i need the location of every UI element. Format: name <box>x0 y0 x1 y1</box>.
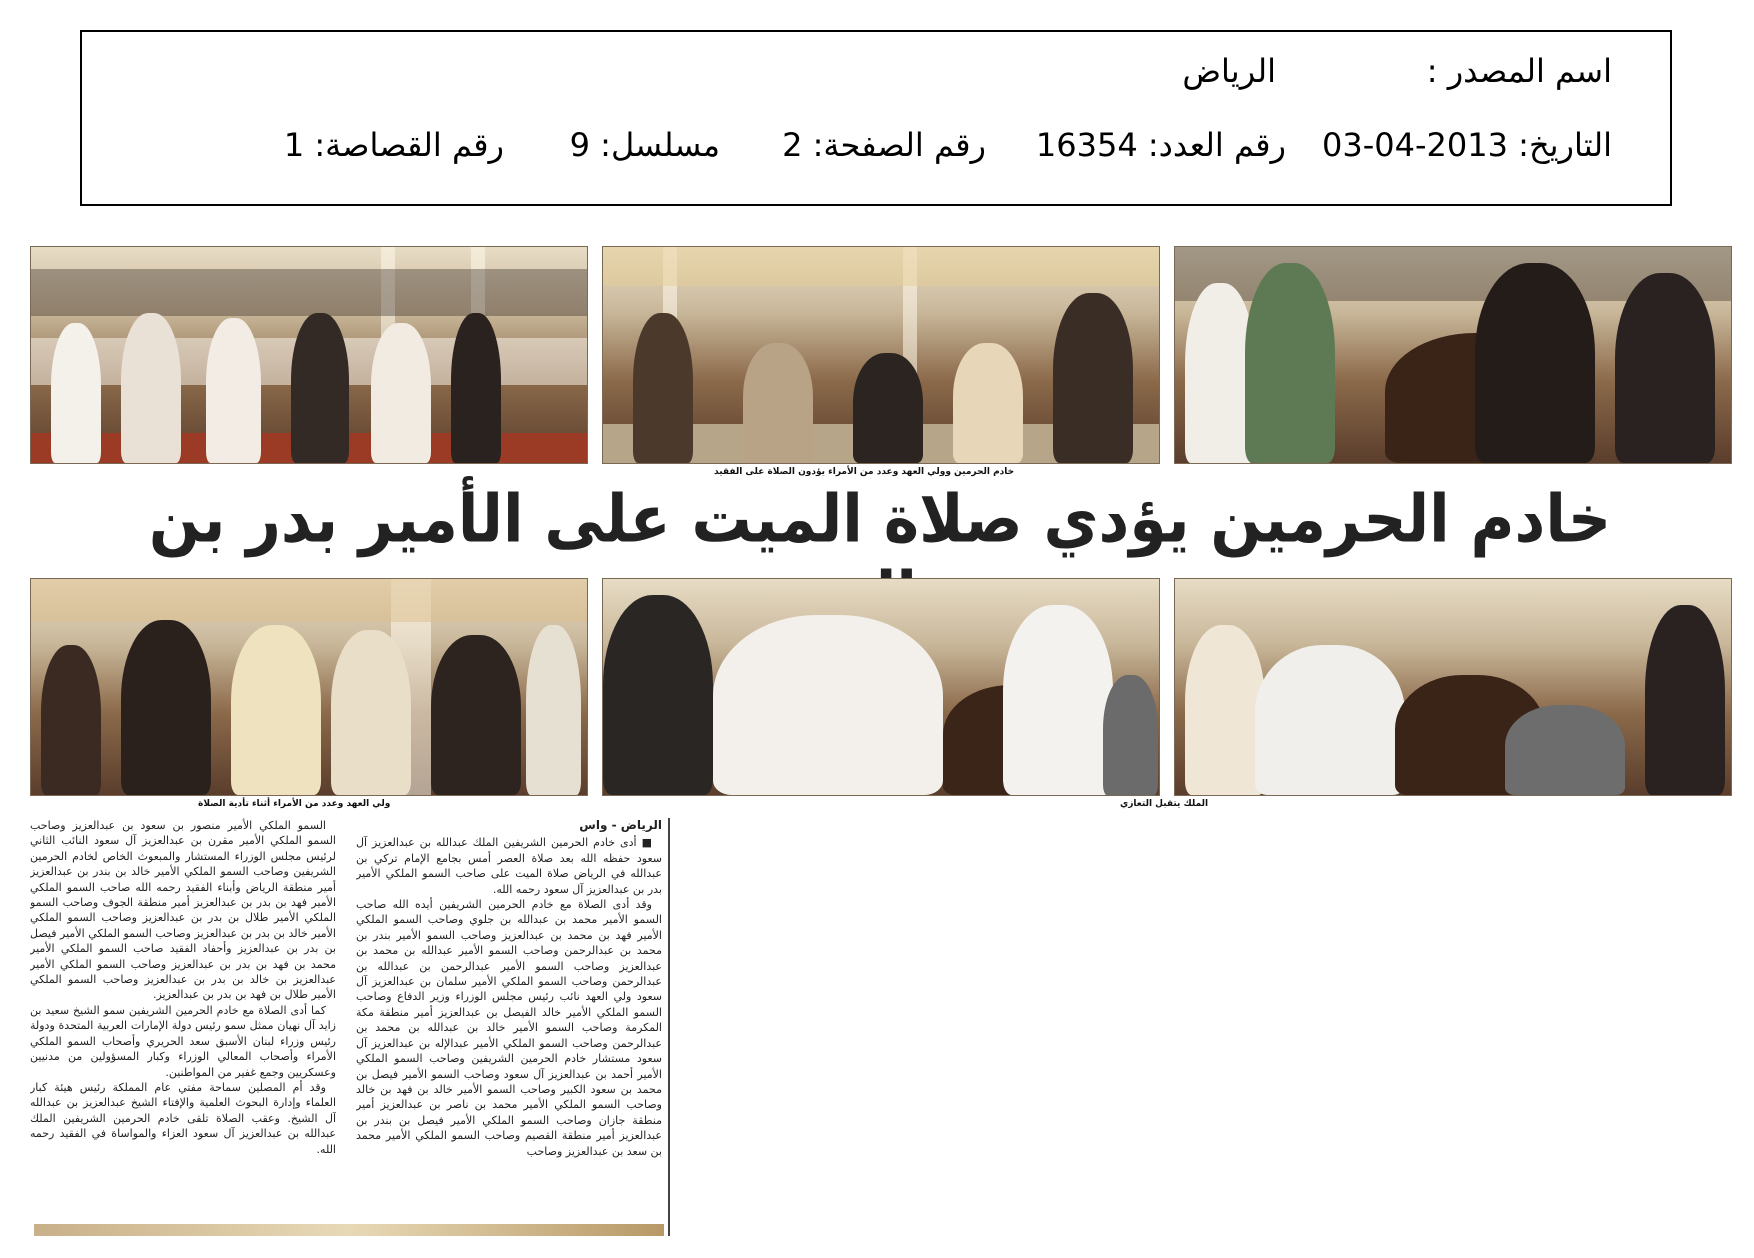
next-photo-edge <box>34 1224 664 1236</box>
photo-bottom-center-condolences <box>602 578 1160 796</box>
source-value: الرياض <box>1182 52 1276 90</box>
article-dateline: الرياض - واس <box>579 818 662 832</box>
page-number-field: رقم الصفحة: 2 <box>782 126 986 164</box>
photo-top-left-prayer <box>30 246 588 464</box>
clipping-number-field: رقم القصاصة: 1 <box>283 126 504 164</box>
caption-bottom-center-photo: الملك يتقبل التعازي <box>1120 799 1209 809</box>
article-paragraph: كما أدى الصلاة مع خادم الحرمين الشريفين سمو الشيخ سعيد بن زايد آل نهيان ممثل سمو رئيس دولة الإمارات العربية المتحدة ودولة رئيس وزراء لبنان الأسبق سعد الحريري وأصحاب السمو الملكي الأمراء وأصحاب المعالي الوزراء وكبار المسؤولين من مدنيين وعسكريين وجمع غفير من المواطنين. <box>30 1003 336 1079</box>
article-paragraph: وقد أم المصلين سماحة مفتي عام المملكة رئيس هيئة كبار العلماء وإدارة البحوث العلمية والإفتاء الشيخ عبدالعزيز بن عبدالله آل الشيخ. وعقب الصلاة تلقى خادم الحرمين الشريفين الملك عبدالله بن عبدالعزيز آل سعود العزاء والمواساة في الفقيد رحمه الله. <box>30 1080 336 1156</box>
article-column-left <box>30 818 336 1222</box>
date-field: التاريخ: 2013-04-03 <box>1322 126 1612 164</box>
caption-bottom-left-photo: ولي العهد وعدد من الأمراء أثناء تأدية الصلاة <box>198 799 391 809</box>
issue-number-field: رقم العدد: 16354 <box>1035 126 1286 164</box>
photo-bottom-right-king-greeting <box>1174 578 1732 796</box>
source-label: اسم المصدر : <box>1426 52 1612 90</box>
serial-field: مسلسل: 9 <box>569 126 720 164</box>
article-column-right <box>356 818 662 1222</box>
article-paragraph: ■ أدى خادم الحرمين الشريفين الملك عبدالله بن عبدالعزيز آل سعود حفظه الله بعد صلاة العصر أمس بجامع الإمام تركي بن عبدالله في الرياض صلاة الميت على صاحب السمو الملكي الأمير بدر بن عبدالعزيز آل سعود رحمه الله. <box>356 836 662 896</box>
caption-top-photos: خادم الحرمين وولي العهد وعدد من الأمراء يؤدون الصلاة على الفقيد <box>714 467 1015 477</box>
photo-top-right-king <box>1174 246 1732 464</box>
article-headline: خادم الحرمين يؤدي صلاة الميت على الأمير بدر بن <box>148 481 1612 558</box>
photo-bottom-left-crown-prince <box>30 578 588 796</box>
photo-top-center-prayer <box>602 246 1160 464</box>
article-body <box>30 818 670 1236</box>
article-paragraph: السمو الملكي الأمير منصور بن سعود بن عبدالعزيز وصاحب السمو الملكي الأمير مقرن بن عبدالعزيز آل سعود النائب الثاني لرئيس مجلس الوزراء المستشار والمبعوث الخاص لخادم الحرمين الشريفين وصاحب السمو الملكي الأمير خالد بن بندر بن عبدالعزيز أمير منطقة الرياض وأبناء الفقيد رحمه الله صاحب السمو الملكي الأمير فهد بن بدر بن عبدالعزيز أمير منطقة الجوف وصاحب السمو الملكي الأمير طلال بن بدر بن عبدالعزيز وصاحب السمو الملكي الأمير خالد بن بدر بن عبدالعزيز وصاحب السمو الملكي الأمير فيصل بن بدر بن عبدالعزيز وأحفاد الفقيد صاحب السمو الملكي الأمير محمد بن فهد بن بدر بن عبدالعزيز وصاحب السمو الملكي الأمير عبدالعزيز بن خالد بن بدر بن عبدالعزيز وصاحب السمو الملكي الأمير طلال بن فهد بن بدر بن عبدالعزيز. <box>30 819 336 1002</box>
article-paragraph: وقد أدى الصلاة مع خادم الحرمين الشريفين أيده الله صاحب السمو الأمير محمد بن عبدالله بن جلوي وصاحب السمو الملكي الأمير فهد بن محمد بن عبدالعزيز وصاحب السمو الأمير بندر بن محمد بن عبدالرحمن وصاحب السمو الأمير عبدالله بن محمد بن عبدالعزيز وصاحب السمو الأمير عبدالرحمن بن عبدالله بن عبدالرحمن وصاحب السمو الملكي الأمير سلمان بن عبدالعزيز آل سعود ولي العهد نائب رئيس مجلس الوزراء وزير الدفاع وصاحب السمو الملكي الأمير خالد الفيصل بن عبدالعزيز أمير منطقة مكة المكرمة وصاحب السمو الأمير خالد بن عبدالله بن محمد بن عبدالرحمن وصاحب السمو الملكي الأمير عبدالإله بن عبدالعزيز آل سعود مستشار خادم الحرمين الشريفين وصاحب السمو الملكي الأمير أحمد بن عبدالعزيز آل سعود وصاحب السمو الأمير فيصل بن محمد بن سعود الكبير وصاحب السمو الأمير خالد بن فهد بن خالد وصاحب السمو الملكي الأمير محمد بن ناصر بن عبدالعزيز أمير منطقة جازان وصاحب السمو الملكي الأمير فيصل بن بندر بن عبدالعزيز أمير منطقة القصيم وصاحب السمو الملكي الأمير محمد بن سعد بن عبدالعزيز وصاحب <box>356 898 662 1158</box>
